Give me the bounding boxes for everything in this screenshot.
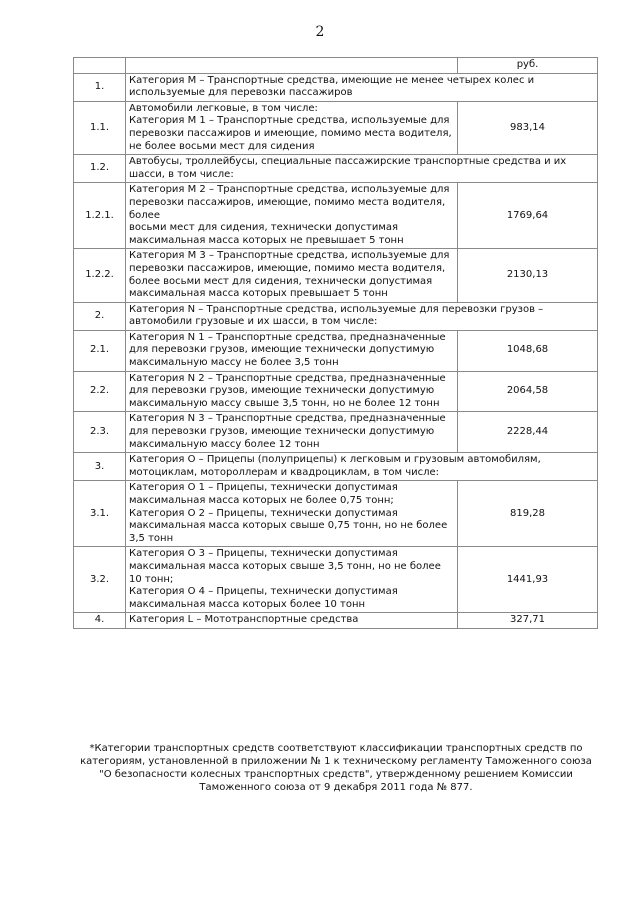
table-row (74, 371, 598, 412)
footnote: *Категории транспортных средств соответствуют классификации транспортных средств по категориям, установленной в приложении № 1 к техническому регламенту Таможенного союза "О безопасности колесных транспортных средств", утвержденному решением Комиссии Таможенного союза от 9 декабря 2011 года № 877. (80, 743, 592, 793)
row-description: Категория N 3 – Транспортные средства, предназначенные для перевозки грузов, имеющие технически допустимую максимальную массу более 12 тонн (126, 412, 458, 453)
table-row (74, 453, 598, 481)
table-row (74, 302, 598, 330)
tariff-table-body (74, 58, 598, 629)
table-row (74, 412, 598, 453)
row-description: Автомобили легковые, в том числе: Категория М 1 – Транспортные средства, используемые для перевозки пассажиров и имеющие, помимо места водителя, не более восьми мест для сидения (126, 101, 458, 154)
table-row (74, 481, 598, 547)
table-header-row (74, 58, 598, 74)
header-cell-num (74, 58, 126, 74)
table-row (74, 73, 598, 101)
row-description: Категория О 3 – Прицепы, технически допустимая максимальная масса которых свыше 3,5 тонн, но не более 10 тонн; Категория О 4 – Прицепы, технически допустимая максимальная масса которых более 10 тонн (126, 547, 458, 613)
row-number: 2.1. (74, 330, 126, 371)
row-description: Категория М 2 – Транспортные средства, используемые для перевозки пассажиров, имеющие, помимо места водителя, более восьми мест для сидения, технически допустимая максимальная масса которых не превышает 5 тонн (126, 183, 458, 249)
row-description: Категория N – Транспортные средства, используемые для перевозки грузов – автомобили грузовые и их шасси, в том числе: (126, 302, 598, 330)
currency-header: руб. (458, 58, 598, 74)
table-row (74, 547, 598, 613)
tariff-table (73, 57, 598, 629)
row-number: 1.2.2. (74, 249, 126, 302)
table-row (74, 101, 598, 154)
row-price: 2130,13 (458, 249, 598, 302)
row-number: 2.3. (74, 412, 126, 453)
row-description: Категория М – Транспортные средства, имеющие не менее четырех колес и используемые для перевозки пассажиров (126, 73, 598, 101)
row-number: 4. (74, 613, 126, 629)
row-price: 1769,64 (458, 183, 598, 249)
table-row (74, 330, 598, 371)
row-description: Автобусы, троллейбусы, специальные пассажирские транспортные средства и их шасси, в том числе: (126, 155, 598, 183)
row-description: Категория М 3 – Транспортные средства, используемые для перевозки пассажиров, имеющие, помимо места водителя, более восьми мест для сидения, технически допустимая максимальная масса которых превышает 5 тонн (126, 249, 458, 302)
row-number: 1.1. (74, 101, 126, 154)
row-number: 1.2.1. (74, 183, 126, 249)
row-description: Категория L – Мототранспортные средства (126, 613, 458, 629)
row-price: 2064,58 (458, 371, 598, 412)
table-row (74, 613, 598, 629)
row-number: 1.2. (74, 155, 126, 183)
table-row (74, 249, 598, 302)
page-number: 2 (315, 24, 325, 40)
row-number: 1. (74, 73, 126, 101)
row-number: 3. (74, 453, 126, 481)
row-price: 1048,68 (458, 330, 598, 371)
row-price: 327,71 (458, 613, 598, 629)
row-description: Категория О 1 – Прицепы, технически допустимая максимальная масса которых не более 0,75 тонн; Категория О 2 – Прицепы, технически допустимая максимальная масса которых свыше 0,75 тонн, но не более 3,5 тонн (126, 481, 458, 547)
row-number: 2.2. (74, 371, 126, 412)
row-number: 3.1. (74, 481, 126, 547)
row-price: 1441,93 (458, 547, 598, 613)
row-description: Категория N 1 – Транспортные средства, предназначенные для перевозки грузов, имеющие технически допустимую максимальную массу не более 3,5 тонн (126, 330, 458, 371)
row-description: Категория N 2 – Транспортные средства, предназначенные для перевозки грузов, имеющие технически допустимую максимальную массу свыше 3,5 тонн, но не более 12 тонн (126, 371, 458, 412)
table-row (74, 183, 598, 249)
row-price: 2228,44 (458, 412, 598, 453)
row-description: Категория О – Прицепы (полуприцепы) к легковым и грузовым автомобилям, мотоциклам, мотороллерам и квадроциклам, в том числе: (126, 453, 598, 481)
header-cell-desc (126, 58, 458, 74)
row-price: 819,28 (458, 481, 598, 547)
row-number: 2. (74, 302, 126, 330)
row-price: 983,14 (458, 101, 598, 154)
table-row (74, 155, 598, 183)
row-number: 3.2. (74, 547, 126, 613)
